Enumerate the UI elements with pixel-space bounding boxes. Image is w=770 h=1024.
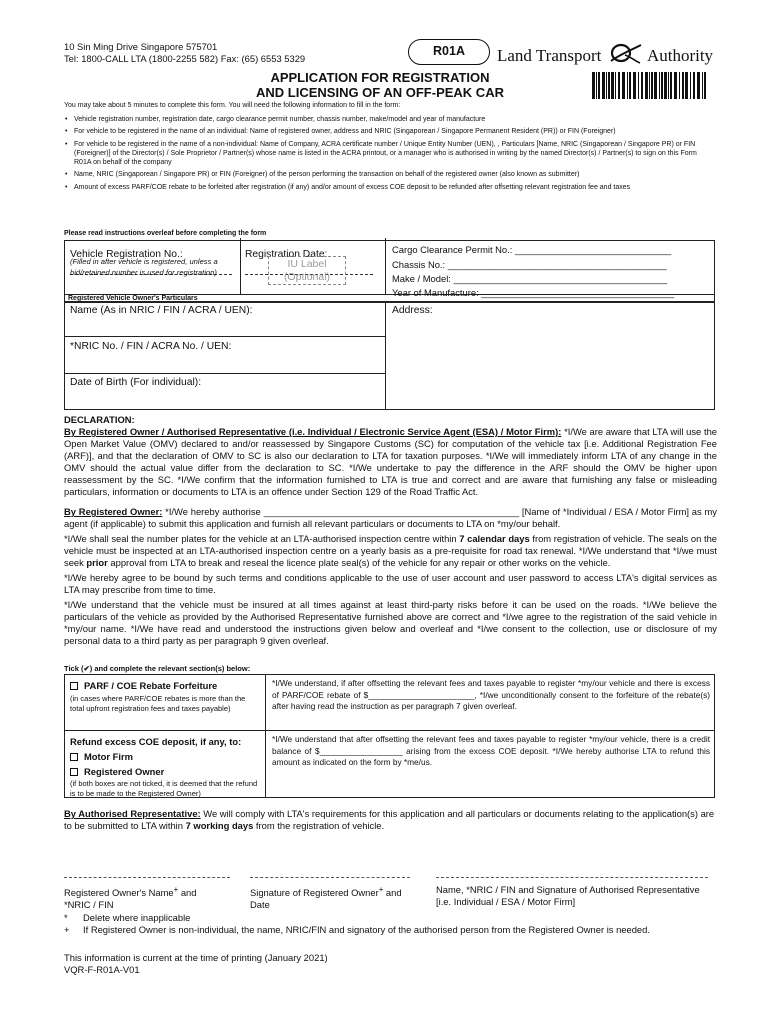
parf-option [70,680,260,714]
make-model-field[interactable]: Make / Model: _________________________________________ [392,273,668,284]
barcode-bar [659,72,660,99]
barcode-bar [664,72,667,99]
refund-title: Refund excess COE deposit, if any, to: [70,736,242,747]
seal-text-bold2: prior [86,557,108,568]
auth-rep-text-a: We will comply with LTA's requirements for this application and all particulars or documents relating to the application(s) are to be submitted to LTA within [64,808,715,831]
sig-col-owner-name [64,884,196,911]
checkmark-icon: ✔ [83,664,90,673]
seal-text-bold1: 7 calendar days [459,533,530,544]
owner-dob-label[interactable]: Date of Birth (For individual): [70,377,202,388]
tick-instruction [64,664,250,674]
sig-owner-name-label: Registered Owner's Name [64,887,174,899]
sig-owner-name-and: and [178,887,197,899]
barcode-bar [690,72,691,99]
barcode-bar [629,72,631,99]
form-title-line1: APPLICATION FOR REGISTRATION [270,70,490,85]
barcode-bar [693,72,695,99]
header-address: 10 Sin Ming Drive Singapore 575701 [64,41,218,52]
tick-instruction-a: Tick ( [64,664,84,673]
form-code-badge: R01A [408,39,490,65]
iu-label-box[interactable] [268,256,346,285]
barcode-bar [679,72,680,99]
intro-bullet: • For vehicle to be registered in the name of an individual: Name of registered owner, address and NRIC (Singaporean / Singapore Permanent Resident (PR)) or FIN (Foreigner) [64,127,714,136]
sig-col-owner-signature [250,884,402,911]
barcode-bar [608,72,610,99]
intro-lead: You may take about 5 minutes to complete this form. You will need the following information to fill in the form: [64,102,401,109]
parf-text[interactable]: *I/We understand, if after offsetting the relevant fees and taxes payable to register *my/our vehicle and there is excess of PARF/COE rebate of $_______________________, *I/we unconditionally consent to the forfeiture of the rebate(s) after having read the instruction as per paragraph 7 given overleaf. [272,678,710,711]
barcode-icon [591,72,707,104]
barcode-bar [615,72,616,99]
footnote-text: Delete where inapplicable [83,912,191,923]
barcode-bar [627,72,628,99]
header-contact: Tel: 1800-CALL LTA (1800-2255 582) Fax: (65) 6553 5329 [64,53,306,64]
footnote [64,912,724,924]
barcode-bar [596,72,597,99]
barcode-bar [682,72,684,99]
declaration-owner-paragraph [64,506,717,530]
sig-owner-signature-sup: + [378,885,384,894]
iu-label-title: IU Label [287,258,327,270]
barcode-bar [645,72,648,99]
declaration-insurance-paragraph: *I/We understand that the vehicle must be insured at all times against at least third-party risks before it can be used on the roads. *I/We believe the particulars of the vehicle as provided by the Authorised Representative furnished above are correct and *I/we agree to the registration of the said vehicle in *my/our name. *I/We have read and understood the instructions given below and overleaf and *I/we consent to the collection, use or disclosure of my personal data to a third party as per paragraph 9 given overleaf. [64,599,717,646]
instructions-note: Please read instructions overleaf before completing the form [64,230,267,237]
declaration-owner-text[interactable]: *I/We hereby authorise _________________________________________________ [Name of *Individual / ESA / Motor Firm] as my agent (if applicable) to submit this application and furnish all relevant particulars or documents to LTA on *my/our behalf. [64,506,717,529]
owner-name-signature-line[interactable] [64,877,230,878]
intro-bullet: • Amount of excess PARF/COE rebate to be forfeited after registration (if any) and/or amount of excess COE deposit to be refunded after offsetting relevant registration fee and taxes [64,183,714,192]
declaration-owner-rep-lead: By Registered Owner / Authorised Representative (i.e. Individual / Electronic Service Agent (ESA) / Motor Firm): [64,426,562,437]
iu-label-optional: (Optional) [283,271,331,283]
intro-bullet: • Name, NRIC (Singaporean / Singapore PR) or FIN (Foreigner) of the person performing the transaction on behalf of the registered owner (also known as submitter) [64,170,714,179]
barcode-bar [685,72,688,99]
form-title-line2: AND LICENSING OF AN OFF-PEAK CAR [256,85,504,100]
registered-owner-row[interactable] [70,766,260,778]
footnote [64,924,724,936]
barcode-bar [670,72,672,99]
logo-text-authority: Authority [646,46,714,65]
owner-nric-label[interactable]: *NRIC No. / FIN / ACRA No. / UEN: [70,341,232,352]
barcode-bar [704,72,706,99]
barcode-bar [618,72,620,99]
registered-owner-label: Registered Owner [84,766,165,777]
cargo-clearance-permit-field[interactable]: Cargo Clearance Permit No.: ______________________________ [392,244,672,255]
barcode-bar [611,72,614,99]
barcode-bar [697,72,700,99]
filled-in-note: (Filled in after vehicle is registered, unless a bid/retained number is used for registration) [70,257,218,277]
motor-firm-label: Motor Firm [84,751,133,762]
sig-owner-name-sup: + [173,885,179,894]
parf-checkbox-row[interactable] [70,680,260,692]
logo-text-land-transport: Land Transport [497,46,602,65]
lta-logo [497,41,713,70]
motor-firm-row[interactable] [70,751,260,763]
refund-text[interactable]: *I/We understand that after offsetting the relevant fees and taxes payable to register *my/our vehicle, there is a credit balance of $__________________ arising from the excess COE deposit. *I/We hereby authorise LTA to refund this amount as indicated on the form by *me/us. [272,734,710,767]
sig-auth-rep-label: Name, *NRIC / FIN and Signature of Authorised Representative [436,884,700,895]
barcode-bar [598,72,600,99]
barcode-bar [649,72,650,99]
refund-note: (if both boxes are not ticked, it is deemed that the refund is to be made to the Registered Owner) [70,779,258,798]
seal-text-a: *I/We shall seal the number plates for the vehicle at an LTA-authorised inspection centre within [64,533,460,544]
auth-rep-signature-line[interactable] [436,877,708,878]
parf-note: (in cases where PARF/COE rebates is more than the total upfront registration fees and taxes payable) [70,694,246,713]
form-version-code: VQR-F-R01A-V01 [64,964,140,975]
barcode-bar [668,72,669,99]
registered-owner-checkbox[interactable] [70,768,78,776]
parf-checkbox[interactable] [70,682,78,690]
sig-owner-signature-and: and [383,887,402,899]
barcode-bar [641,72,643,99]
declaration-section [64,414,717,650]
parf-label: PARF / COE Rebate Forfeiture [84,680,218,691]
intro-bullet: • Vehicle registration number, registration date, cargo clearance permit number, chassis number, make/model and year of manufacture [64,115,714,124]
refund-option [70,736,260,799]
year-of-manufacture-field[interactable]: Year of Manufacture: _____________________________________ [392,287,675,298]
owner-signature-line[interactable] [250,877,410,878]
owner-name-label[interactable]: Name (As in NRIC / FIN / ACRA / UEN): [70,305,253,316]
barcode-bar [602,72,605,99]
sig-owner-nric-label: *NRIC / FIN [64,899,114,911]
declaration-title: DECLARATION: [64,414,135,425]
barcode-bar [651,72,653,99]
barcode-bar [661,72,663,99]
declaration-owner-lead: By Registered Owner: [64,506,163,517]
printing-note: This information is current at the time of printing (January 2021) [64,952,328,963]
sig-auth-rep-type: [i.e. Individual / ESA / Motor Firm] [436,896,576,907]
sig-owner-signature-label: Signature of Registered Owner [250,887,379,899]
seal-text-b: from registration of vehicle. The seals on the vehicle must be inspected at an LTA-authorised inspection centre on a yearly basis as a pre-requisite for road tax renewal. *I/We understand that *I/we must seek [64,533,718,568]
barcode-bar [622,72,625,99]
footnote-text: If Registered Owner is non-individual, the name, NRIC/FIN and signatory of the authorised person from the Registered Owner is needed. [83,924,650,935]
declaration-owner-rep-paragraph [64,426,717,498]
declaration-terms-paragraph: *I/We hereby agree to be bound by such terms and conditions applicable to the use of user account and user password to access LTA's digital services as LTA may prescribe from time to time. [64,572,717,595]
sig-date-label: Date [250,899,270,911]
auth-rep-text-b: from the registration of vehicle. [253,820,385,831]
declaration-seal-paragraph [64,533,717,569]
tick-instruction-b: ) and complete the relevant section(s) below: [89,664,251,673]
auth-rep-paragraph [64,808,717,832]
intro-bullet: • For vehicle to be registered in the name of a non-individual: Name of Company, ACRA certificate number / Unique Entity Number (UEN), , Particulars [Name, NRIC (Singaporean / Singapore PR) or FIN (Foreigner)] of the Director(s) / Sole Proprietor / Partner(s) whose name is listed in the ACRA printout, or a manager who is authorised in writing by the named Director(s) / Partner(s) to sign on this Form R01A on behalf of the company [64,140,714,168]
owner-section-header: Registered Vehicle Owner's Particulars [68,295,198,302]
motor-firm-checkbox[interactable] [70,753,78,761]
barcode-bar [606,72,607,99]
lta-emblem-icon [607,41,643,70]
declaration-owner-rep-text: *I/We are aware that LTA will use the Open Market Value (OMV) declared to and/or reassessed by Singapore Customs (SC) for computation of the vehicle tax [i.e. Additional Registration Fee (ARF)], and that the declaration of OMV to SC is also our declaration to LTA for taxation purposes. *I/We will immediately inform LTA of any change in the OMV should the actual value differ from the declaration to SC. *I/We undertake to pay the difference in the ARF should the OMV be higher upon reassessment by the SC. *I/We confirm that the information furnished to LTA is true and correct and are aware that furnishing any false or misleading particulars, information or documents to LTA is an offence under Section 129 of the Road Traffic Act. [64,426,717,497]
footnote-mark: * [64,912,68,923]
seal-text-c: approval from LTA to break and reseal the licence plate seal(s) of the vehicle for any repair or other works on the vehicle. [107,557,611,568]
barcode-bar [592,72,595,99]
auth-rep-bold: 7 working days [185,820,254,831]
barcode-bar [674,72,677,99]
vehicle-reg-no-label: Vehicle Registration No.: [70,249,183,260]
chassis-no-field[interactable]: Chassis No.: __________________________________________ [392,259,667,270]
registration-date-label: Registration Date: [245,249,328,260]
footnote-mark: + [64,924,70,935]
owner-address-label[interactable]: Address: [392,305,433,316]
barcode-bar [633,72,636,99]
auth-rep-lead: By Authorised Representative: [64,808,201,819]
barcode-bar [654,72,657,99]
barcode-bar [702,72,703,99]
barcode-bar [638,72,639,99]
intro-bullet-list [64,115,714,195]
footnotes [64,912,724,936]
sig-col-auth-rep [436,884,700,908]
